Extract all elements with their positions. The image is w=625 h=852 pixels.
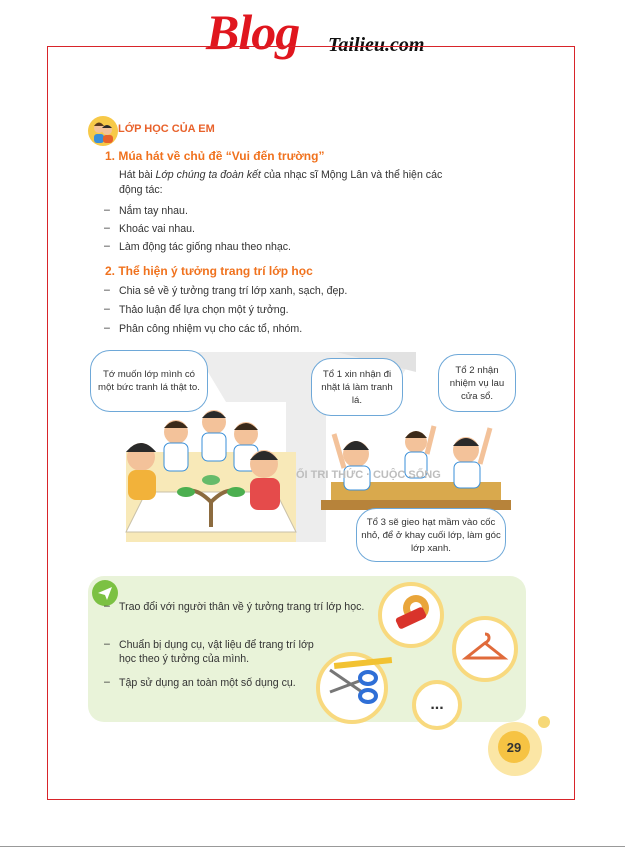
activity-item-1: Trao đổi với người thân về ý tưởng trang trí lớp học. bbox=[119, 601, 365, 613]
footer-line bbox=[0, 846, 625, 847]
speech-bubble-2: Tổ 1 xin nhận đi nhặt lá làm tranh lá. bbox=[311, 358, 403, 416]
watermark-text: ỐI TRI THỨC · CUỘC SỐNG bbox=[296, 469, 441, 481]
more-tools-circle: ... bbox=[412, 680, 462, 730]
part1-item-3: Làm động tác giống nhau theo nhạc. bbox=[119, 241, 291, 253]
section-title: LỚP HỌC CỦA EM bbox=[118, 123, 215, 135]
part1-item-1: Nắm tay nhau. bbox=[119, 205, 188, 217]
decor-dot bbox=[538, 716, 550, 728]
part2-item-3: Phân công nhiệm vụ cho các tổ, nhóm. bbox=[119, 323, 303, 335]
activity-item-2: Chuẩn bị dụng cụ, vật liệu để trang trí lớp học theo ý tưởng của mình. bbox=[119, 639, 314, 665]
part1-item-2: Khoác vai nhau. bbox=[119, 223, 195, 235]
hanger-image bbox=[452, 616, 518, 682]
part2-item-2: Thảo luận để lựa chọn một ý tưởng. bbox=[119, 304, 289, 316]
speech-bubble-1: Tớ muốn lớp mình có một bức tranh lá thật to. bbox=[90, 350, 208, 412]
logo-blog-text: Blog bbox=[206, 4, 300, 60]
part2-heading: 2. Thể hiện ý tưởng trang trí lớp học bbox=[105, 264, 313, 278]
page-number: 29 bbox=[498, 731, 530, 763]
part1-heading: 1. Múa hát về chủ đề “Vui đến trường” bbox=[105, 149, 325, 163]
speech-bubble-3: Tổ 2 nhận nhiệm vụ lau cửa sổ. bbox=[438, 354, 516, 412]
part1-intro-line2: động tác: bbox=[119, 184, 163, 196]
part2-item-1: Chia sẻ về ý tưởng trang trí lớp xanh, sạch, đẹp. bbox=[119, 285, 348, 297]
speech-bubble-4: Tổ 3 sẽ gieo hạt mầm vào cốc nhỏ, để ở khay cuối lớp, làm góc lớp xanh. bbox=[356, 508, 506, 562]
activity-item-3: Tập sử dụng an toàn một số dụng cụ. bbox=[119, 677, 296, 689]
logo-site-text: Tailieu.com bbox=[328, 34, 425, 56]
part1-intro-line1: Hát bài Lớp chúng ta đoàn kết của nhạc sĩ Mộng Lân và thể hiện các bbox=[119, 169, 443, 181]
classroom-illustration bbox=[86, 342, 516, 570]
tape-glue-image bbox=[378, 582, 444, 648]
children-icon bbox=[88, 116, 118, 146]
